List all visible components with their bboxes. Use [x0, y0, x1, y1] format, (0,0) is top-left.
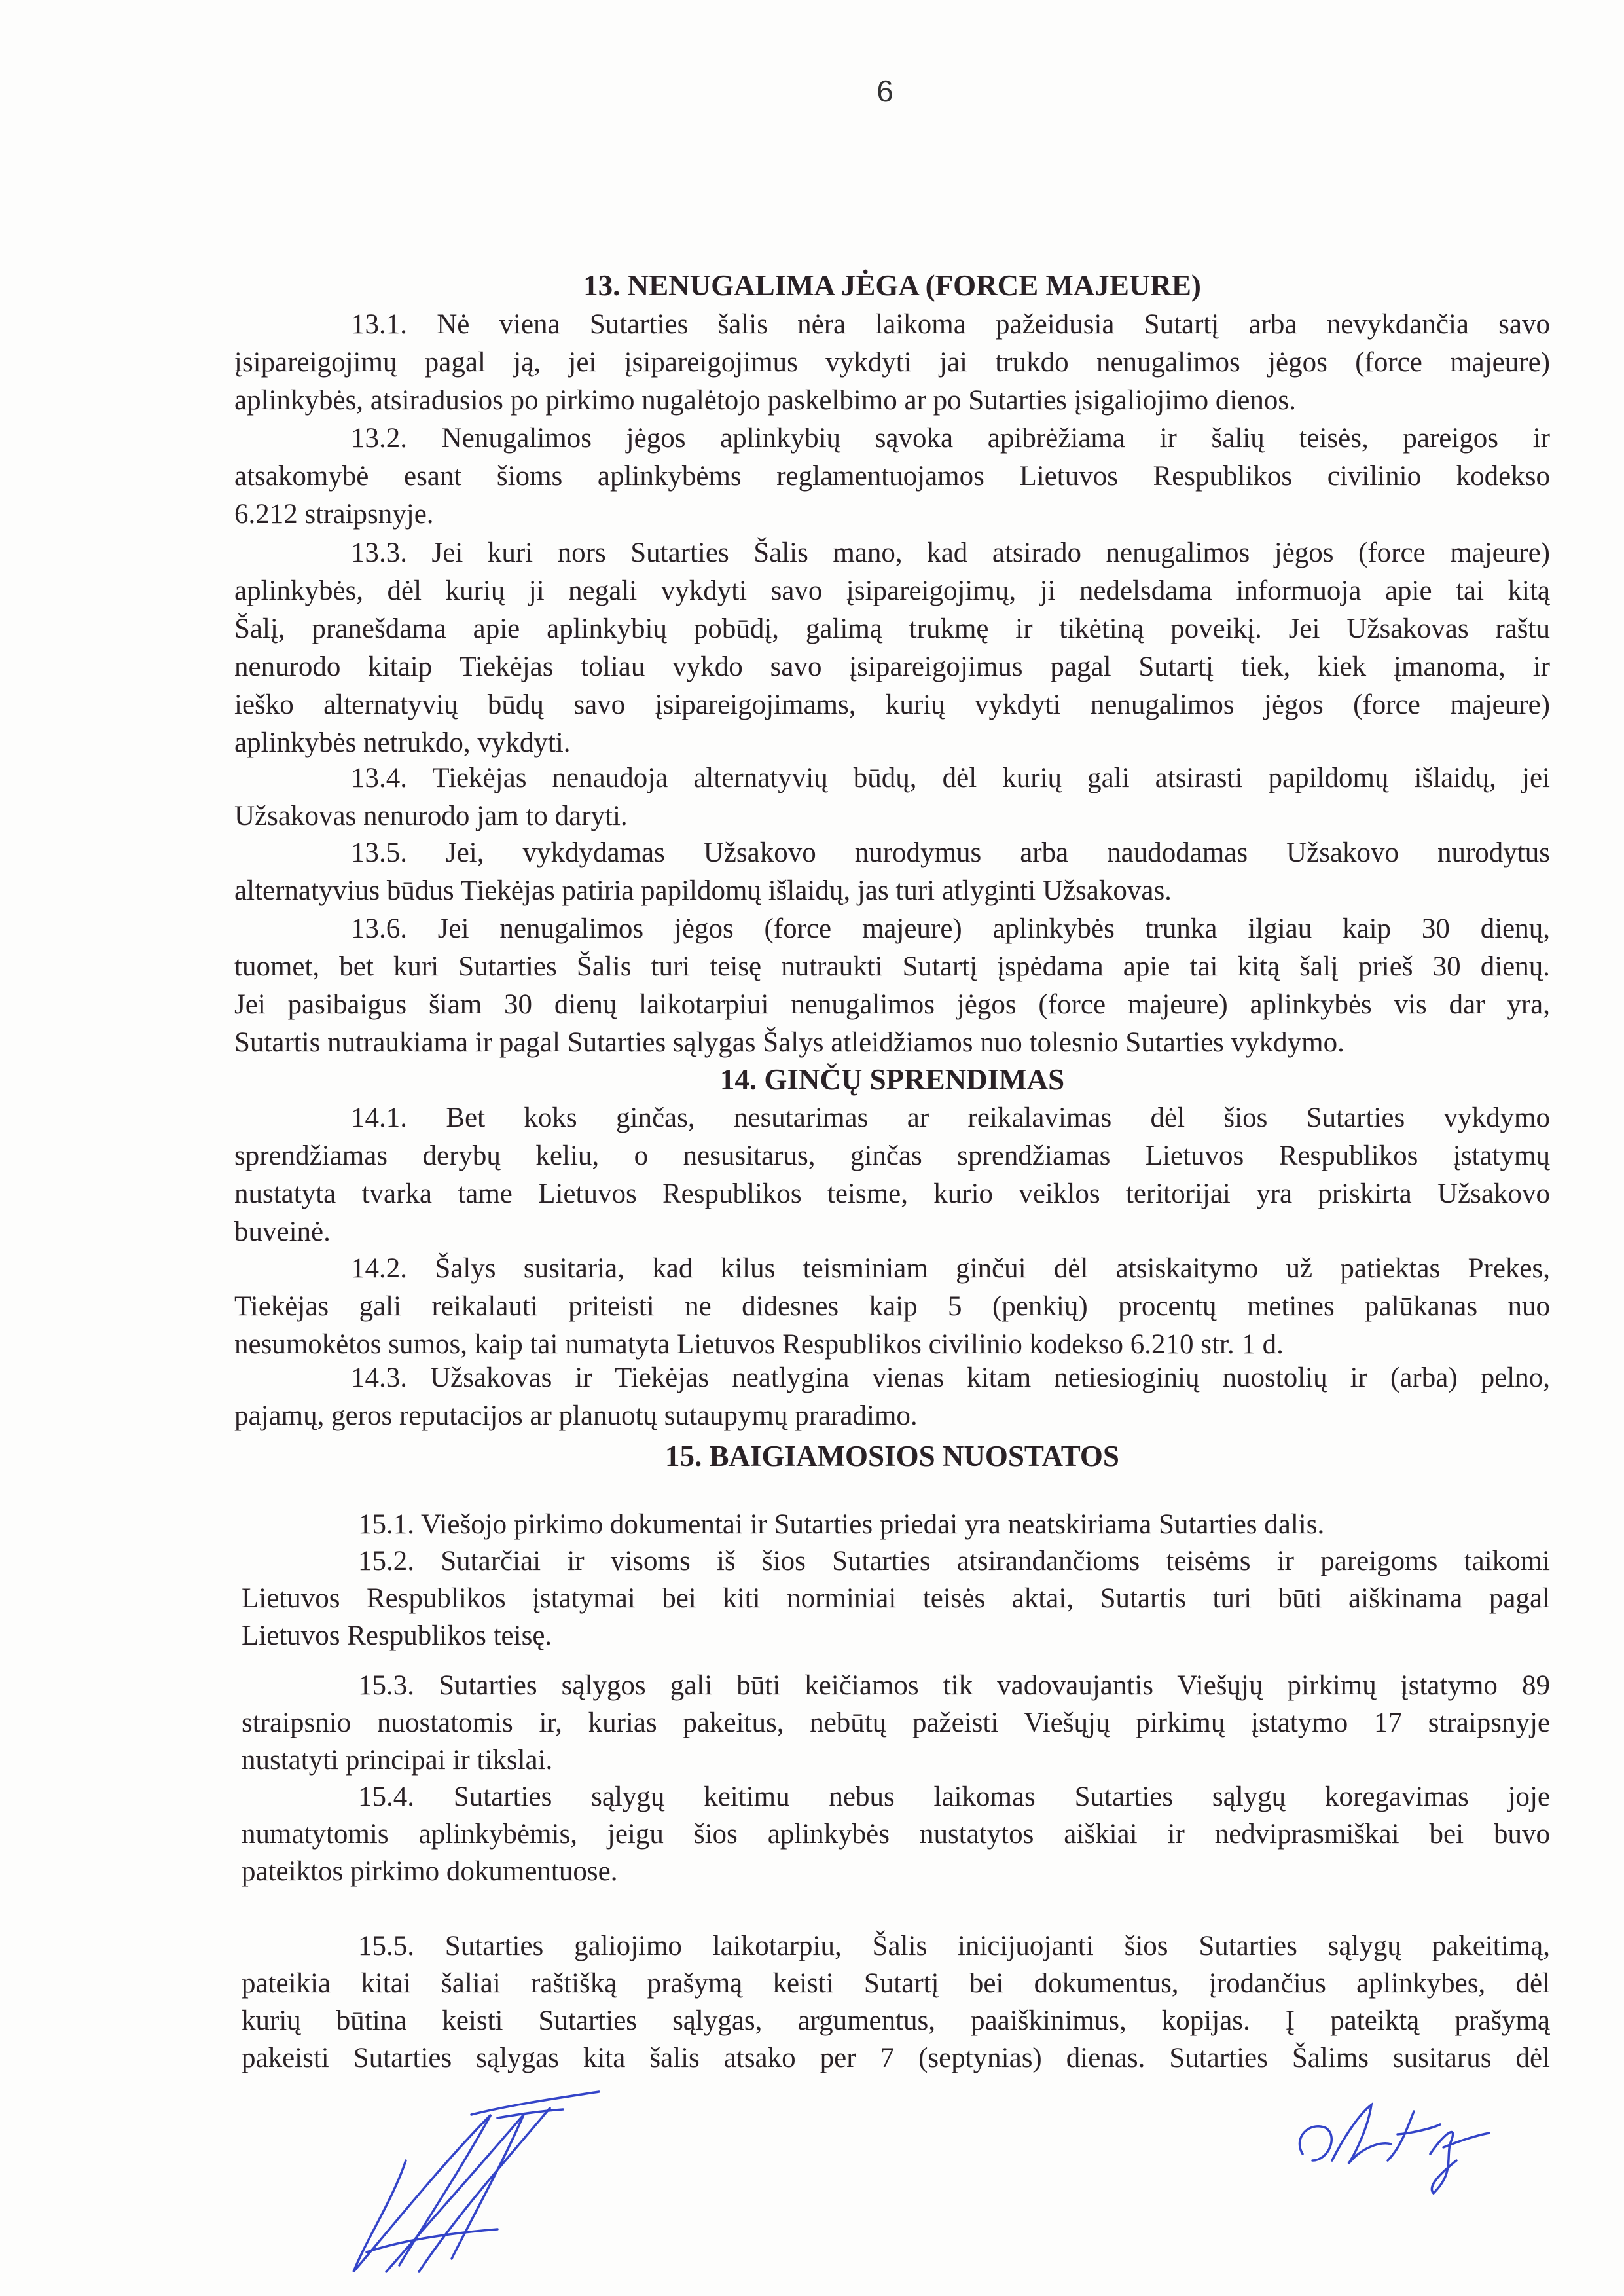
clause-paragraph	[242, 1667, 1550, 1779]
text-line: 13.4. Tiekėjas nenaudoja alternatyvių būdų, dėl kurių gali atsirasti papildomų išlaidų, jei	[351, 763, 1550, 793]
text-line: nenurodo kitaip Tiekėjas toliau vykdo savo įsipareigojimus pagal Sutartį tiek, kiek įmanoma, ir	[234, 651, 1550, 682]
text-line: aplinkybės, atsiradusios po pirkimo nugalėtojo paskelbimo ar po Sutarties įsigaliojimo dienos.	[234, 385, 1296, 416]
text-line: nustatyti principai ir tikslai.	[242, 1745, 553, 1776]
text-line: 13.5. Jei, vykdydamas Užsakovo nurodymus arba naudodamas Užsakovo nurodytus	[351, 837, 1550, 868]
section-heading: 15. BAIGIAMOSIOS NUOSTATOS	[665, 1440, 1119, 1472]
clause-paragraph	[234, 1099, 1550, 1251]
text-line: 13.1. Nė viena Sutarties šalis nėra laikoma pažeidusia Sutartį arba nevykdančia savo	[351, 309, 1550, 340]
text-line: 13.3. Jei kuri nors Sutarties Šalis mano, kad atsirado nenugalimos jėgos (force majeure)	[351, 538, 1550, 568]
clause-paragraph	[242, 1927, 1550, 2077]
text-line: 15.2. Sutarčiai ir visoms iš šios Sutarties atsirandančioms teisėms ir pareigoms taikomi	[358, 1546, 1550, 1576]
text-line: alternatyvius būdus Tiekėjas patiria papildomų išlaidų, jas turi atlyginti Užsakovas.	[234, 875, 1172, 906]
text-line: 15.1. Viešojo pirkimo dokumentai ir Sutarties priedai yra neatskiriama Sutarties dalis.	[358, 1509, 1325, 1540]
section-heading: 13. NENUGALIMA JĖGA (FORCE MAJEURE)	[583, 269, 1201, 302]
clause-paragraph	[242, 1542, 1550, 1654]
text-line: pateiktos pirkimo dokumentuose.	[242, 1856, 618, 1887]
text-line: tuomet, bet kuri Sutarties Šalis turi teisę nutraukti Sutartį įspėdama apie tai kitą šalį prieš 30 dienų.	[234, 951, 1550, 982]
text-line: pateikia kitai šaliai raštišką prašymą keisti Sutartį bei dokumentus, įrodančius aplinkybes, dėl	[242, 1968, 1550, 1999]
text-line: nesumokėtos sumos, kaip tai numatyta Lietuvos Respublikos civilinio kodekso 6.210 str. 1 d.	[234, 1329, 1284, 1360]
text-line: 14.1. Bet koks ginčas, nesutarimas ar reikalavimas dėl šios Sutarties vykdymo	[351, 1102, 1550, 1133]
clause-paragraph	[234, 306, 1550, 420]
text-line: sprendžiamas derybų keliu, o nesusitarus, ginčas sprendžiamas Lietuvos Respublikos įstatymų	[234, 1140, 1550, 1171]
text-line: 15.5. Sutarties galiojimo laikotarpiu, Šalis inicijuojanti šios Sutarties sąlygų pakeitimą,	[358, 1931, 1550, 1961]
clause-paragraph	[234, 910, 1550, 1062]
text-line: Lietuvos Respublikos įstatymai bei kiti norminiai teisės aktai, Sutartis turi būti aiškinama pagal	[242, 1583, 1550, 1614]
page-number: 6	[876, 74, 893, 108]
text-line: atsakomybė esant šioms aplinkybėms reglamentuojamos Lietuvos Respublikos civilinio kodekso	[234, 461, 1550, 492]
text-line: 14.3. Užsakovas ir Tiekėjas neatlygina vienas kitam netiesioginių nuostolių ir (arba) pelno,	[351, 1362, 1550, 1393]
text-line: pajamų, geros reputacijos ar planuotų sutaupymų praradimo.	[234, 1400, 918, 1431]
clause-paragraph	[234, 1250, 1550, 1364]
text-line: Šalį, pranešdama apie aplinkybių pobūdį, galimą trukmę ir tikėtiną poveikį. Jei Užsakovas raštu	[234, 613, 1550, 644]
text-line: Lietuvos Respublikos teisę.	[242, 1620, 552, 1651]
text-line: 13.6. Jei nenugalimos jėgos (force majeure) aplinkybės trunka ilgiau kaip 30 dienų,	[351, 913, 1550, 944]
signature-right	[1299, 2105, 1489, 2193]
text-line: įsipareigojimų pagal ją, jei įsipareigojimus vykdyti jai trukdo nenugalimos jėgos (force majeure)	[234, 347, 1550, 378]
text-line: buveinė.	[234, 1216, 331, 1247]
signature-left	[353, 2092, 599, 2272]
clause-paragraph	[234, 834, 1550, 910]
clause-paragraph	[242, 1506, 1550, 1543]
clause-paragraph	[242, 1778, 1550, 1890]
clause-paragraph	[234, 534, 1550, 762]
text-line: Užsakovas nenurodo jam to daryti.	[234, 801, 628, 831]
text-line: kurių būtina keisti Sutarties sąlygas, argumentus, paaiškinimus, kopijas. Į pateiktą prašymą	[242, 2005, 1550, 2036]
text-line: 15.4. Sutarties sąlygų keitimu nebus laikomas Sutarties sąlygų koregavimas joje	[358, 1781, 1550, 1812]
text-line: straipsnio nuostatomis ir, kurias pakeitus, nebūtų pažeisti Viešųjų pirkimų įstatymo 17 straipsnyje	[242, 1707, 1550, 1738]
text-line: Sutartis nutraukiama ir pagal Sutarties sąlygas Šalys atleidžiamos nuo tolesnio Sutarties vykdymo.	[234, 1027, 1344, 1058]
text-line: nustatyta tvarka tame Lietuvos Respublikos teisme, kurio veiklos teritorijai yra priskirta Užsakovo	[234, 1178, 1550, 1209]
section-heading: 14. GINČŲ SPRENDIMAS	[719, 1063, 1065, 1096]
clause-paragraph	[234, 420, 1550, 534]
text-line: pakeisti Sutarties sąlygas kita šalis atsako per 7 (septynias) dienas. Sutarties Šalims susitarus dėl	[242, 2043, 1550, 2073]
text-line: 14.2. Šalys susitaria, kad kilus teisminiam ginčui dėl atsiskaitymo už patiektas Prekes,	[351, 1253, 1550, 1284]
text-line: aplinkybės, dėl kurių ji negali vykdyti savo įsipareigojimų, ji nedelsdama informuoja apie tai kitą	[234, 575, 1550, 606]
text-line: ieško alternatyvių būdų savo įsipareigojimams, kurių vykdyti nenugalimos jėgos (force majeure)	[234, 689, 1550, 720]
clause-paragraph	[234, 1359, 1550, 1435]
text-line: 15.3. Sutarties sąlygos gali būti keičiamos tik vadovaujantis Viešųjų pirkimų įstatymo 89	[358, 1670, 1550, 1701]
text-line: Jei pasibaigus šiam 30 dienų laikotarpiui nenugalimos jėgos (force majeure) aplinkybės vis dar yra,	[234, 989, 1550, 1020]
text-line: 6.212 straipsnyje.	[234, 499, 434, 530]
text-line: Tiekėjas gali reikalauti priteisti ne didesnes kaip 5 (penkių) procentų metines palūkanas nuo	[234, 1291, 1550, 1322]
text-line: 13.2. Nenugalimos jėgos aplinkybių sąvoka apibrėžiama ir šalių teisės, pareigos ir	[351, 423, 1550, 454]
clause-paragraph	[234, 759, 1550, 835]
text-line: numatytomis aplinkybėmis, jeigu šios aplinkybės nustatytos aiškiai ir nedviprasmiškai bei buvo	[242, 1819, 1550, 1850]
text-line: aplinkybės netrukdo, vykdyti.	[234, 727, 571, 758]
